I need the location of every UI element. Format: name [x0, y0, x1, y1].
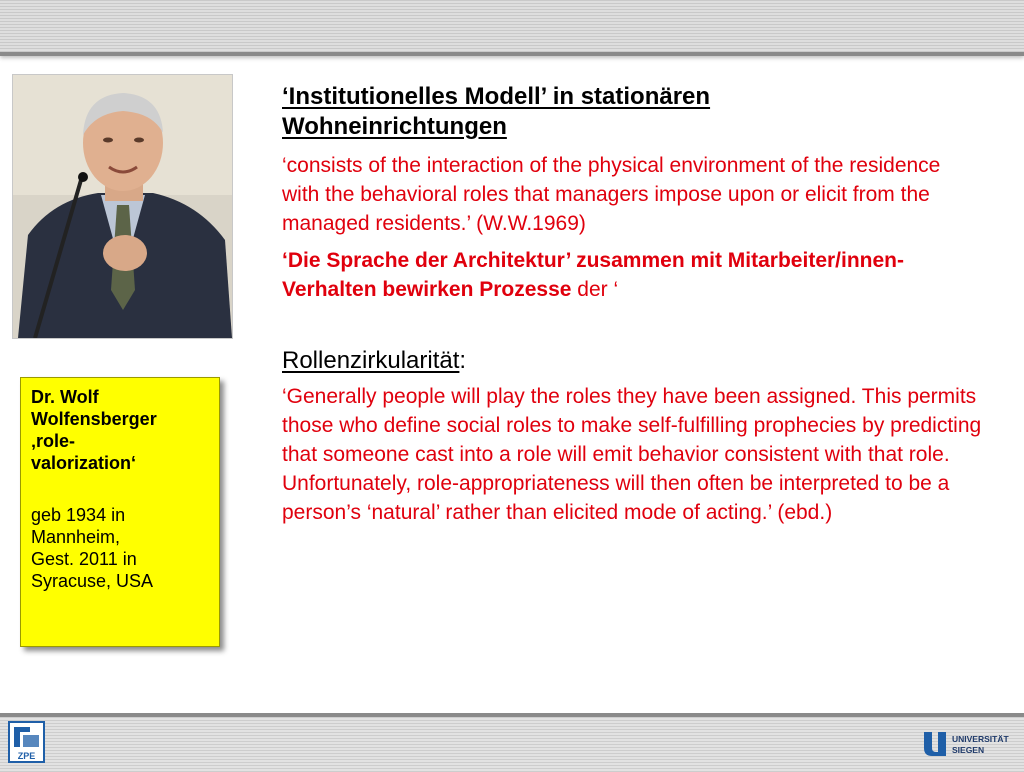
info-birth-line1: geb 1934 in [31, 505, 126, 525]
section-title-text: Rollenzirkularität [282, 347, 460, 374]
slide-heading [282, 82, 982, 142]
heading-line1: ‘Institutionelles Modell’ in stationären [282, 83, 711, 110]
section-title [282, 346, 982, 376]
info-concept-line1: ‚role- [31, 431, 76, 451]
german-statement-normal: der ‘ [571, 278, 619, 301]
section-title-colon: : [459, 347, 467, 374]
uni-logo-line2: SIEGEN [952, 745, 985, 755]
zpe-logo-text: ZPE [17, 751, 36, 761]
info-birth-line2: Mannheim, [31, 527, 121, 547]
heading-line2: Wohneinrichtungen [282, 113, 507, 140]
portrait-photo [12, 74, 233, 339]
english-quote-roles: ‘Generally people will play the roles they have been assigned. This permits those who define social roles to make self-fulfilling prophecies by predicting that someone cast into a role will emit behavior consistent with that role. Unfortunately, role-appropriateness will then often be interpreted to be a person’s ‘natural’ rather than elicited mode of acting.’ (ebd.) [282, 385, 982, 524]
info-name-line2: Wolfensberger [31, 409, 157, 429]
biography-info-box [20, 377, 220, 647]
info-death-line1: Gest. 2011 in [31, 549, 137, 569]
university-siegen-logo [922, 730, 1012, 758]
info-concept-line2: valorization‘ [31, 453, 137, 473]
zpe-logo [8, 721, 45, 763]
bottom-decorative-band [0, 713, 1024, 772]
info-name-line1: Dr. Wolf [31, 387, 99, 407]
english-quote-institutional: ‘consists of the interaction of the physical environment of the residence with the behavioral roles that managers impose upon or elicit from the managed residents.’ (W.W.1969) [282, 154, 941, 235]
top-decorative-band [0, 0, 1024, 56]
info-death-line2: Syracuse, USA [31, 571, 154, 591]
german-statement [282, 246, 982, 304]
german-statement-bold: ‘Die Sprache der Architektur’ zusammen mit Mitarbeiter/innen-Verhalten bewirken Prozesse [282, 249, 904, 301]
main-text-column [282, 82, 982, 527]
uni-logo-line1: UNIVERSITÄT [952, 734, 1009, 744]
